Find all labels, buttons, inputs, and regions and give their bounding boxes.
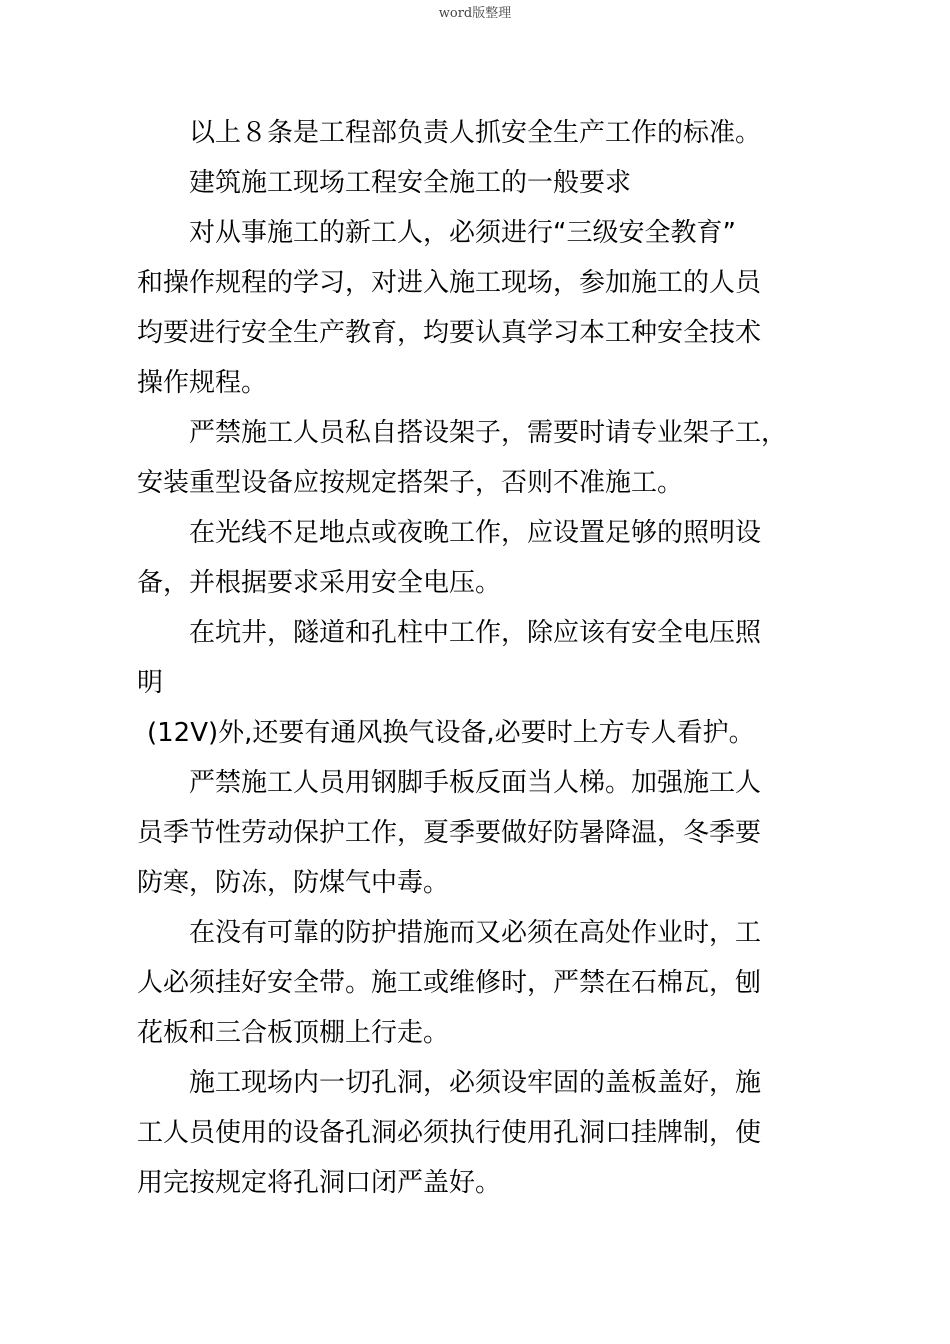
text-line: 和操作规程的学习，对进入施工现场，参加施工的人员 <box>137 268 762 298</box>
text-line: 员季节性劳动保护工作，夏季要做好防暑降温，冬季要 <box>137 818 762 848</box>
text-line: 以上８条是工程部负责人抓安全生产工作的标准。 <box>189 118 762 148</box>
text-line: 花板和三合板顶棚上行走。 <box>137 1018 450 1048</box>
document-body <box>137 108 807 1208</box>
text-line: 对从事施工的新工人，必须进行“三级安全教育” <box>189 218 736 248</box>
text-line: 用完按规定将孔洞口闭严盖好。 <box>137 1168 502 1198</box>
text-line: 严禁施工人员用钢脚手板反面当人梯。加强施工人 <box>189 768 762 798</box>
text-line: 均要进行安全生产教育，均要认真学习本工种安全技术 <box>137 318 762 348</box>
page-header: word版整理 <box>438 6 512 21</box>
text-line: 防寒，防冻，防煤气中毒。 <box>137 868 450 898</box>
text-line: 在光线不足地点或夜晚工作，应设置足够的照明设 <box>189 518 762 548</box>
text-line: 工人员使用的设备孔洞必须执行使用孔洞口挂牌制，使 <box>137 1118 762 1148</box>
text-line: 安装重型设备应按规定搭架子，否则不准施工。 <box>137 468 684 498</box>
text-line: 操作规程。 <box>137 368 268 398</box>
text-line: 明 <box>137 668 164 698</box>
text-line: 人必须挂好安全带。施工或维修时，严禁在石棉瓦，刨 <box>137 968 762 998</box>
section-heading: 建筑施工现场工程安全施工的一般要求 <box>189 168 632 198</box>
text-line: 在没有可靠的防护措施而又必须在高处作业时，工 <box>189 918 762 948</box>
text-line: (12V)外,还要有通风换气设备,必要时上方专人看护。 <box>147 718 755 748</box>
text-line: 备，并根据要求采用安全电压。 <box>137 568 502 598</box>
text-line: 严禁施工人员私自搭设架子，需要时请专业架子工， <box>189 418 788 448</box>
text-line: 施工现场内一切孔洞，必须设牢固的盖板盖好，施 <box>189 1068 762 1098</box>
text-line: 在坑井，隧道和孔柱中工作，除应该有安全电压照 <box>189 618 762 648</box>
